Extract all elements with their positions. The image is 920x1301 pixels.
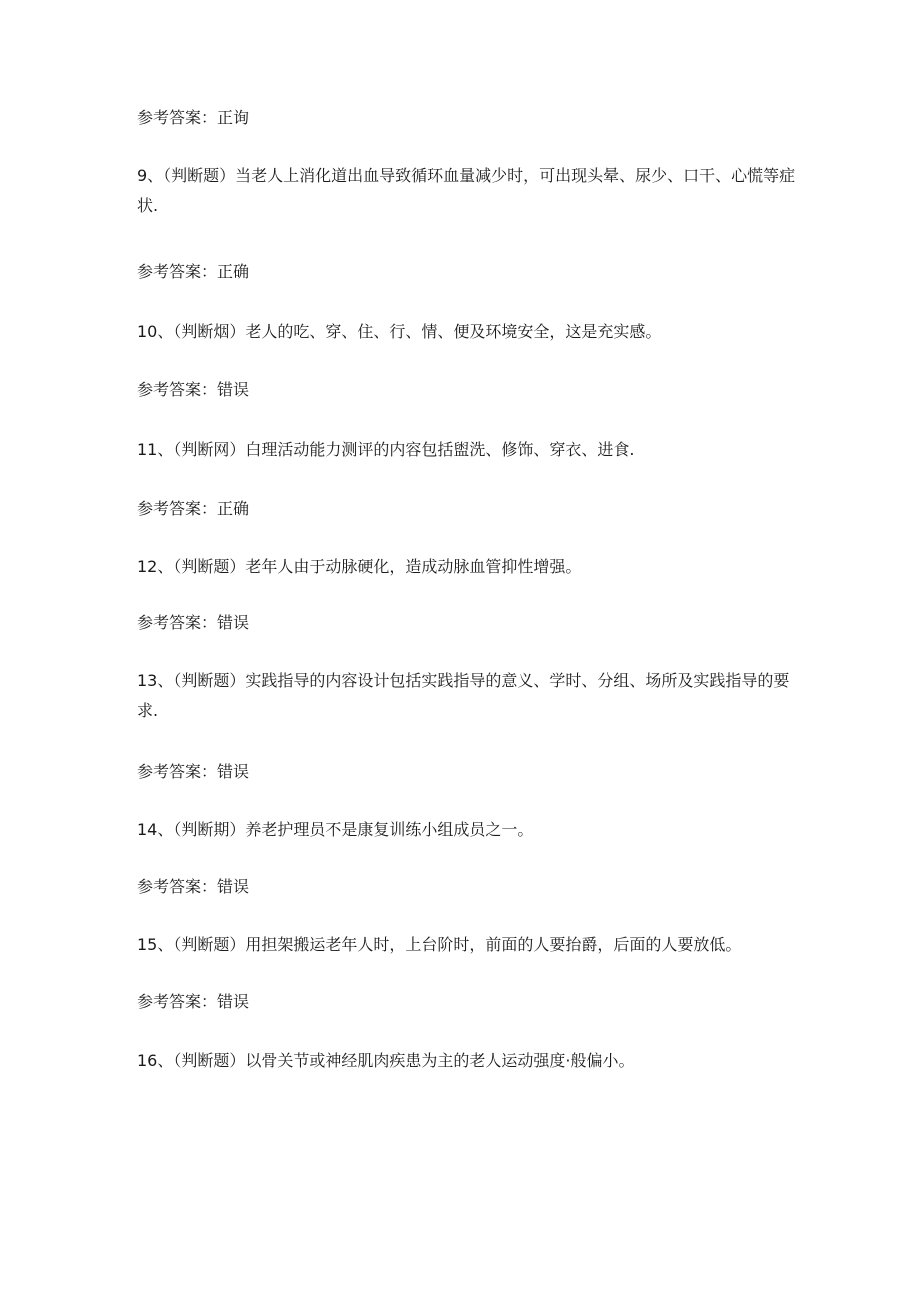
answer-14: 参考答案：错误 [137,877,250,896]
question-15: 15、（判断题）用担架搬运老年人时，上台阶时，前面的人要抬爵，后面的人要放低。 [137,935,742,954]
question-10: 10、（判断烟）老人的吃、穿、住、行、情、便及环境安全，这是充实感。 [137,322,662,341]
question-12: 12、（判断题）老年人由于动脉硬化，造成动脉血管抑性增强。 [137,557,582,576]
question-11: 11、（判断网）白理活动能力测评的内容包括盥洗、修饰、穿衣、进食. [137,440,635,459]
answer-11: 参考答案：正确 [137,499,250,518]
answer-9: 参考答案：正确 [137,262,250,281]
answer-10: 参考答案：错误 [137,380,250,399]
question-14: 14、（判断期）养老护理员不是康复训练小组成员之一。 [137,820,534,839]
question-16: 16、（判断题）以骨关节或神经肌肉疾患为主的老人运动强度·般偏小。 [137,1051,635,1070]
answer-12: 参考答案：错误 [137,613,250,632]
answer-13: 参考答案：错误 [137,762,250,781]
answer-15: 参考答案：错误 [137,992,250,1011]
question-13: 13、（判断题）实践指导的内容设计包括实践指导的意义、学时、分组、场所及实践指导的要求. [137,671,790,720]
answer-8: 参考答案：正询 [137,108,250,127]
question-9: 9、（判断题）当老人上消化道出血导致循环血量减少时，可出现头晕、尿少、口干、心慌等症状. [137,166,796,215]
